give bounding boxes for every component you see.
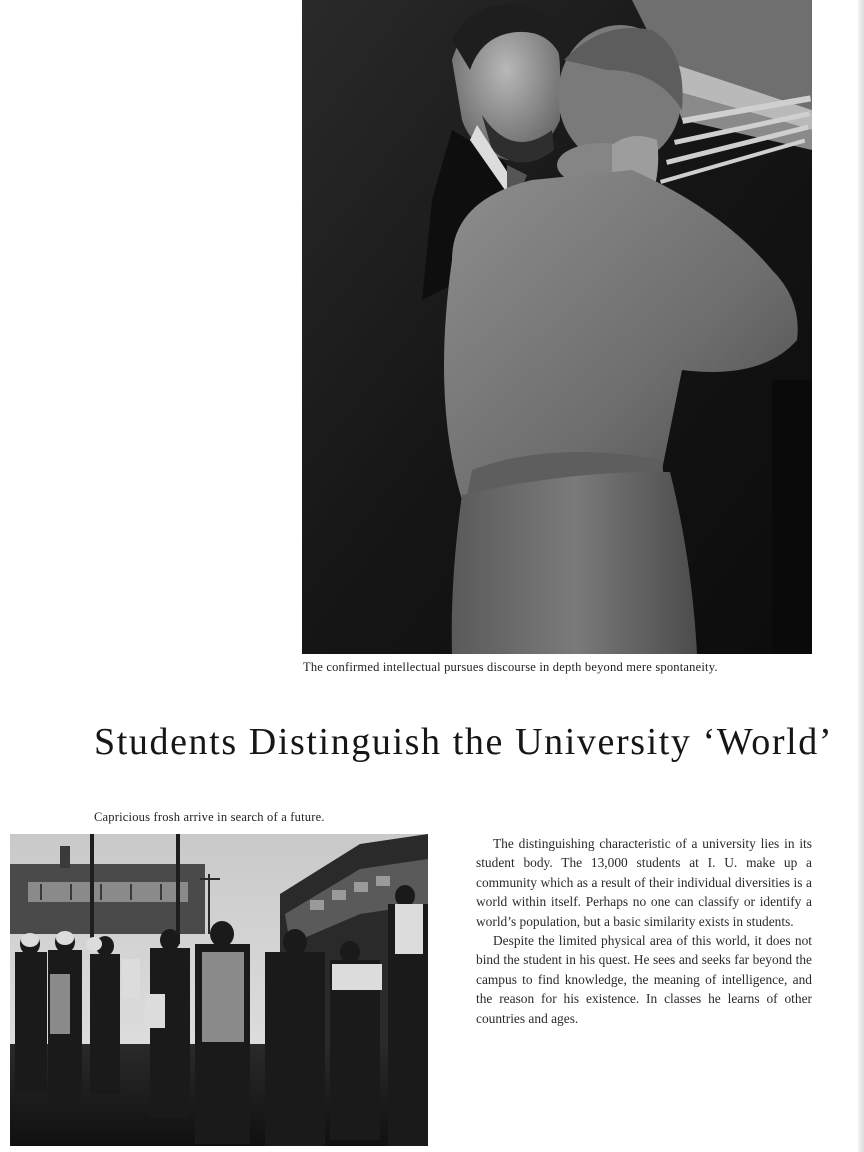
crowd-train-station-photo xyxy=(10,834,428,1146)
article-paragraph-2: Despite the limited physical area of this world, it does not bind the student in his quest. He sees and seeks far beyond the campus to find knowledge, the meaning of intelligence, and the reason for his existence. In classes he learns of other countries and ages. xyxy=(476,933,812,1026)
top-photo-caption: The confirmed intellectual pursues discourse in depth beyond mere spontaneity. xyxy=(303,660,718,674)
article-headline: Students Distinguish the University ‘World’ xyxy=(94,721,834,763)
couple-embrace-photo xyxy=(302,0,812,654)
bottom-photo-caption: Capricious frosh arrive in search of a future. xyxy=(94,810,325,824)
page-edge xyxy=(858,0,864,1152)
article-paragraph-1: The distinguishing characteristic of a university lies in its student body. The 13,000 students at I. U. make up a community which as a result of their individual diversities is a world within itself. Perhaps no one can classify or identify a world’s population, but a basic similarity exists in students. xyxy=(476,836,812,929)
article-body xyxy=(476,834,812,1028)
